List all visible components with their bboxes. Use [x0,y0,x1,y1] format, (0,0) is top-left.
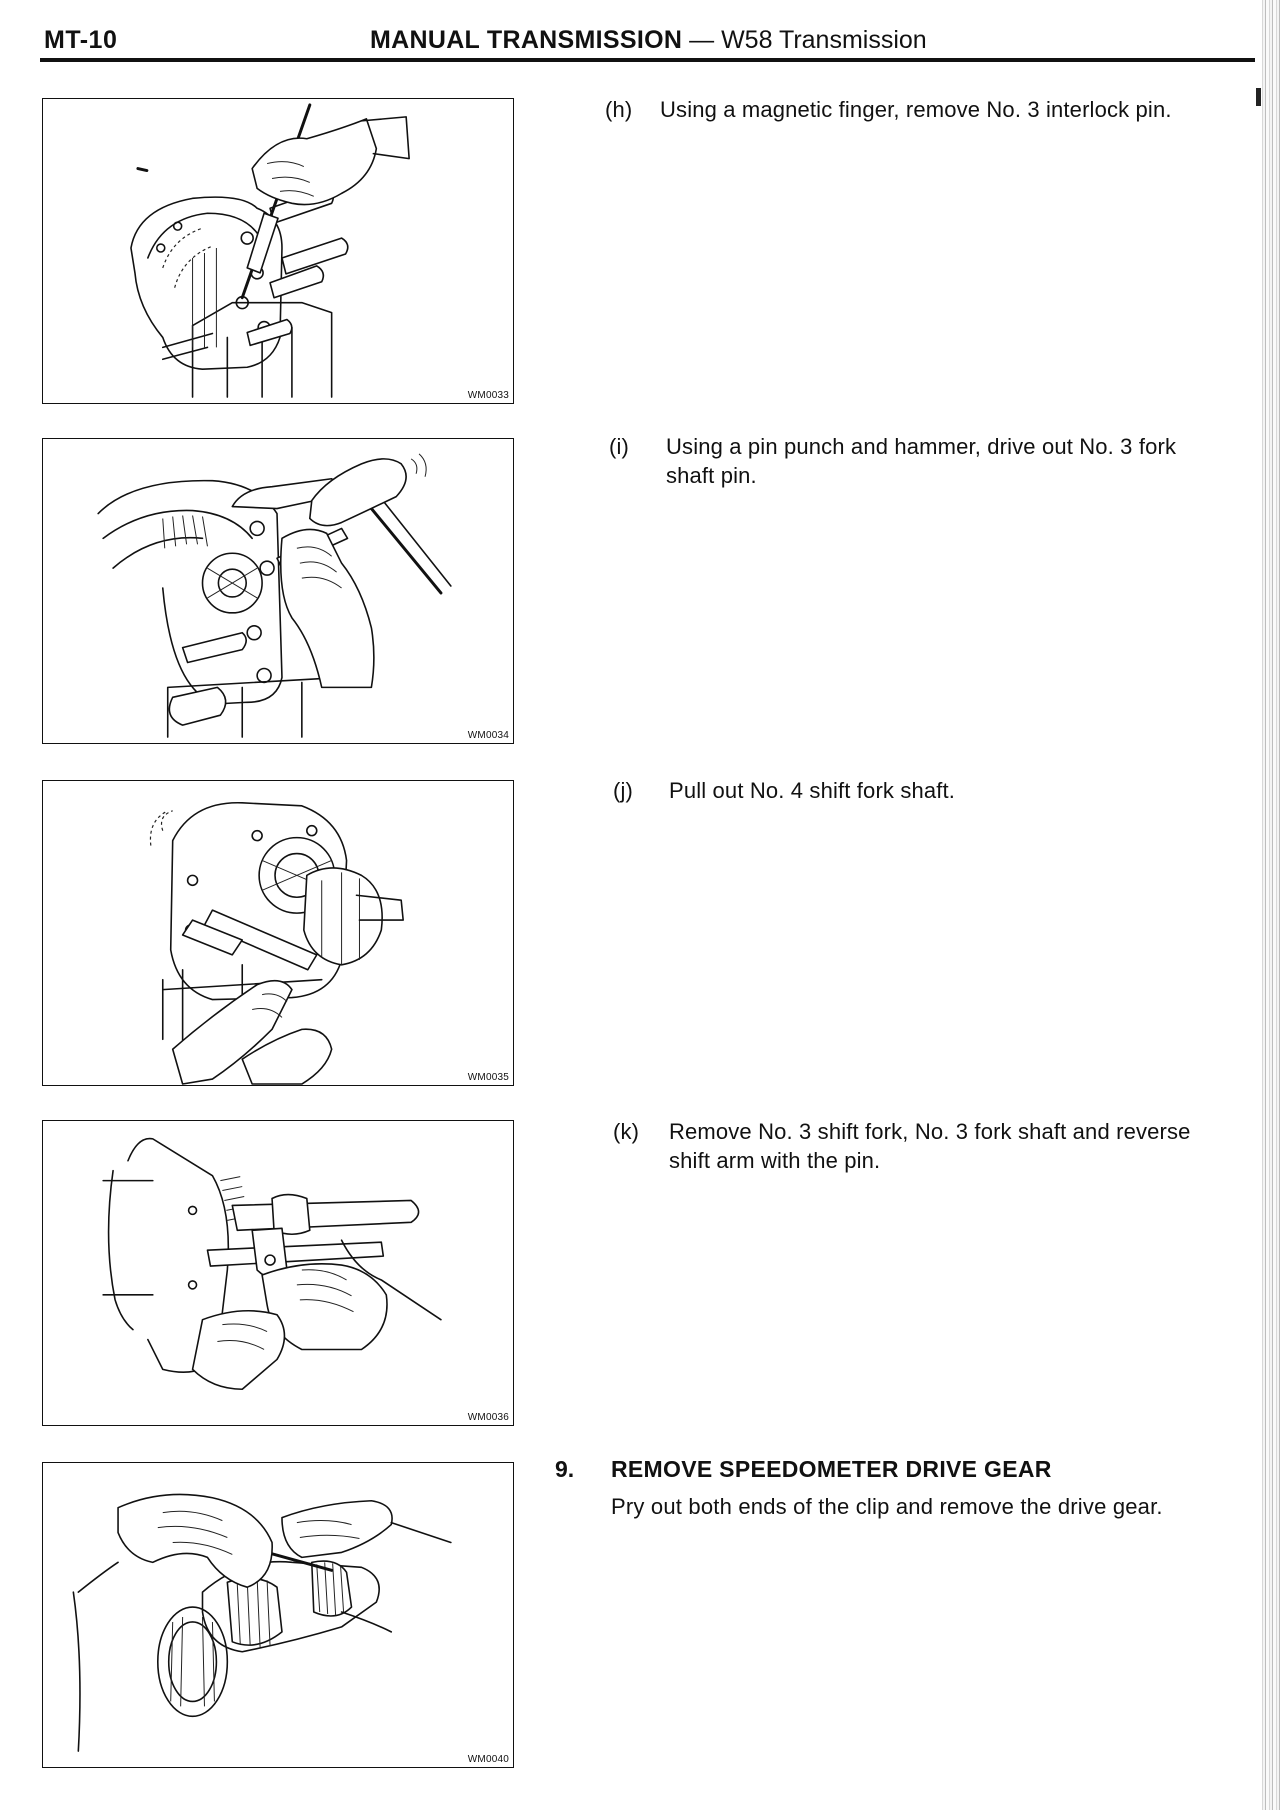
step-text-line-1: Remove No. 3 shift fork, No. 3 fork shaft and reverse [669,1119,1191,1144]
figure-code: WM0034 [467,730,509,741]
section-number: 9. [555,1456,575,1482]
figure-pin-punch [42,438,514,744]
illustration-speedometer-gear [43,1463,513,1767]
page-title-bold: MANUAL TRANSMISSION [370,26,683,54]
figure-code: WM0036 [467,1412,509,1423]
section-heading: REMOVE SPEEDOMETER DRIVE GEAR [611,1456,1052,1482]
figure-fork-shaft [42,780,514,1086]
step-label: (j) [613,778,633,803]
step-text: Pull out No. 4 shift fork shaft. [669,778,956,803]
illustration-fork-shaft [43,781,513,1085]
step-label: (i) [609,434,629,459]
figure-code: WM0035 [467,1072,509,1083]
figure-speedometer-gear [42,1462,514,1768]
step-text-line-2: shift arm with the pin. [669,1148,881,1173]
step-text-line-2: shaft pin. [666,463,757,488]
section-body: Pry out both ends of the clip and remove the drive gear. [611,1494,1163,1519]
figure-shift-fork [42,1120,514,1426]
step-label: (k) [613,1119,640,1144]
illustration-pin-punch [43,439,513,743]
illustration-shift-fork [43,1121,513,1425]
step-text: Using a magnetic finger, remove No. 3 interlock pin. [660,97,1172,122]
step-text-line-1: Using a pin punch and hammer, drive out No. 3 fork [666,434,1177,459]
illustration-magnetic-finger [43,99,513,403]
scan-edge [1262,0,1280,1810]
header-rule [40,58,1255,62]
figure-magnetic-finger [42,98,514,404]
scan-mark [1256,88,1261,106]
page-title [370,26,927,55]
figure-code: WM0040 [467,1754,509,1765]
step-label: (h) [605,97,633,122]
section-code: MT-10 [44,26,118,54]
page-title-rest: — W58 Transmission [689,26,927,54]
figure-code: WM0033 [467,390,509,401]
